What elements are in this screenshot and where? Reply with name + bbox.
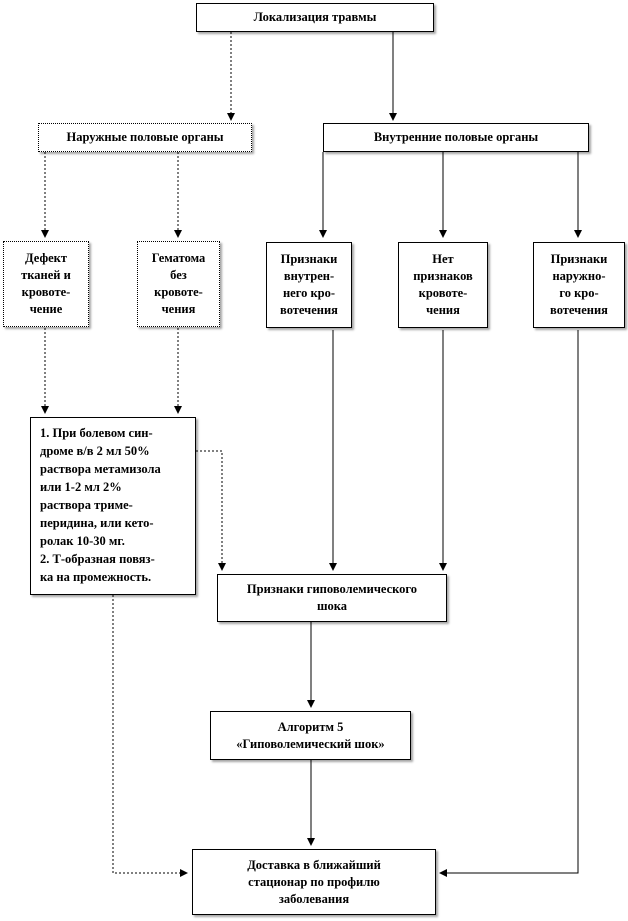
node-defect-bleeding-text: Дефект тканей и кровоте- чение [21, 251, 71, 316]
node-external-bleeding-signs [533, 242, 625, 328]
node-internal-organs-text: Внутренние половые органы [373, 130, 539, 144]
node-algorithm-5 [210, 711, 411, 760]
node-trauma-location-text: Локализация травмы [253, 10, 377, 24]
node-treatment [30, 417, 196, 595]
arrow-treatment-to-delivery [113, 595, 187, 873]
node-external-organs-text: Наружные половые органы [66, 130, 224, 144]
node-hypovolemic-signs-text: Признаки гиповолемического шока [246, 582, 418, 613]
node-hematoma [137, 241, 220, 327]
node-trauma-location [196, 3, 434, 32]
arrow-external-bleeding-to-delivery [440, 330, 578, 873]
node-hypovolemic-signs [217, 574, 447, 622]
node-external-bleeding-signs-text: Признаки наружно- го кро- вотечения [550, 252, 608, 317]
node-treatment-text: 1. При болевом син- дроме в/в 2 мл 50% раствора метамизола или 1-2 мл 2% раствора триме- перидина, или кето- ролак 10-30 мг. 2. Т-образная повяз- ка на промежность. [40, 426, 161, 584]
arrow-treatment-to-hypovolemic [196, 451, 222, 570]
node-internal-bleeding-signs [266, 242, 352, 328]
node-internal-organs [323, 123, 589, 152]
node-external-organs [38, 123, 252, 152]
node-defect-bleeding [3, 241, 89, 327]
node-no-bleeding-signs-text: Нет признаков кровоте- чения [413, 252, 473, 317]
node-algorithm-5-text: Алгоритм 5 «Гиповолемический шок» [236, 719, 385, 751]
node-internal-bleeding-signs-text: Признаки внутрен- него кро- вотечения [280, 252, 338, 317]
node-delivery [192, 849, 436, 915]
node-hematoma-text: Гематома без кровоте- чения [151, 251, 206, 316]
node-no-bleeding-signs [398, 242, 488, 328]
node-delivery-text: Доставка в ближайший стационар по профилю заболевания [247, 857, 381, 906]
